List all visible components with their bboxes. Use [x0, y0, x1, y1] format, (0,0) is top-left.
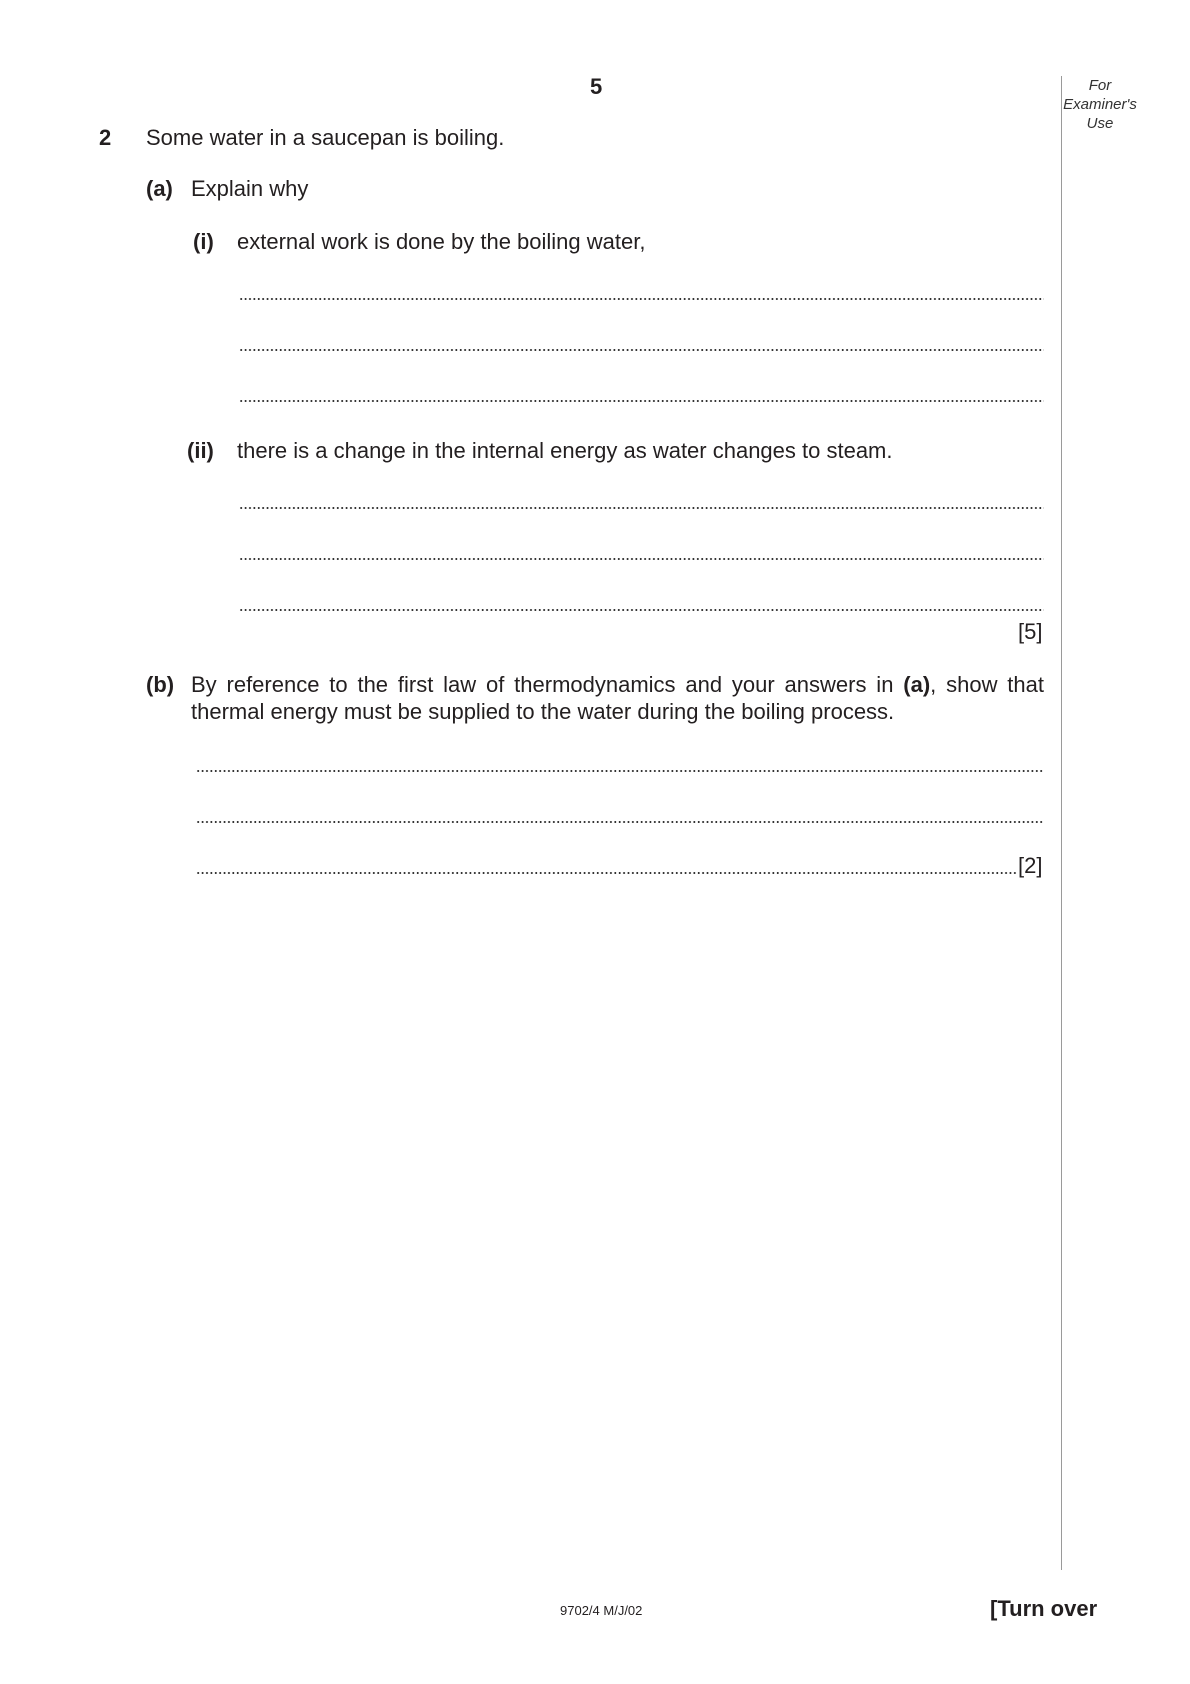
- part-a-marks: [5]: [1018, 619, 1043, 644]
- paper-code: 9702/4 M/J/02: [560, 1603, 643, 1618]
- page-number: 5: [590, 74, 603, 99]
- examiner-label-line-2: Examiner's: [1063, 96, 1137, 113]
- answer-line-a-i-3[interactable]: [239, 400, 1044, 402]
- question-number: 2: [99, 125, 112, 150]
- examiner-label-line-1: For: [1088, 77, 1112, 94]
- answer-line-a-ii-2[interactable]: [239, 558, 1044, 560]
- examiner-label-line-3: Use: [1086, 115, 1114, 132]
- part-b-label: (b): [146, 672, 175, 697]
- answer-line-a-ii-3[interactable]: [239, 609, 1044, 611]
- part-a-i-text: external work is done by the boiling water,: [237, 229, 646, 254]
- part-a-i-label: (i): [193, 229, 214, 254]
- answer-line-b-2[interactable]: [196, 821, 1044, 823]
- part-a-ii-text: there is a change in the internal energy as water changes to steam.: [237, 438, 893, 463]
- answer-line-b-1[interactable]: [196, 770, 1044, 772]
- part-b-reference: (a): [903, 672, 931, 697]
- question-stem: Some water in a saucepan is boiling.: [146, 125, 505, 150]
- turn-over-label: [Turn over: [990, 1596, 1098, 1621]
- answer-line-a-i-1[interactable]: [239, 298, 1044, 300]
- part-b-marks: [2]: [1018, 853, 1043, 878]
- answer-line-b-3[interactable]: [196, 872, 1018, 874]
- examiner-margin-rule: [1061, 76, 1062, 1570]
- part-b-text-end: , show that thermal energy must be supplied to the water during the boiling process.: [191, 672, 1044, 724]
- part-a-label: (a): [146, 176, 173, 201]
- part-a-ii-label: (ii): [187, 438, 214, 463]
- part-b-text: [191, 671, 1044, 725]
- part-b-text-start: By reference to the first law of thermodynamics and your answers in: [191, 672, 904, 697]
- part-a-text: Explain why: [191, 176, 309, 201]
- answer-line-a-ii-1[interactable]: [239, 507, 1044, 509]
- answer-line-a-i-2[interactable]: [239, 349, 1044, 351]
- examiner-use-label: [1060, 76, 1140, 133]
